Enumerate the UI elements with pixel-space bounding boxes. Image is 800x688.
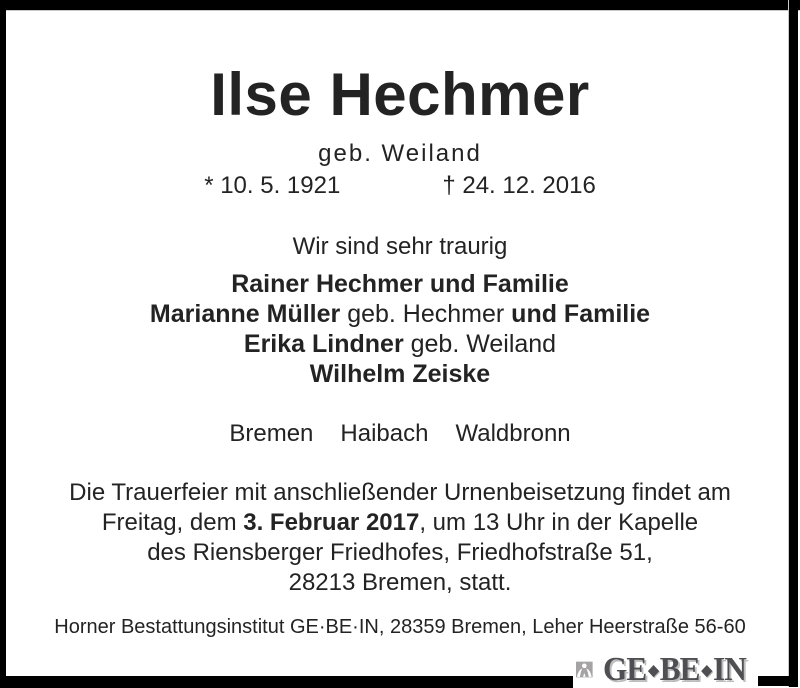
logo-text-part: GE [602, 651, 646, 688]
places-line [6, 419, 794, 449]
gebein-logo-text [603, 653, 746, 686]
mourner-figure-icon [576, 653, 593, 686]
mourner-line: Erika Lindner geb. Weiland [243, 330, 557, 358]
ceremony-line: Die Trauerfeier mit anschließender Urnenbeisetzung findet am [69, 479, 731, 506]
ceremony-line: 28213 Bremen, statt. [288, 569, 512, 596]
frame-border-top [0, 0, 800, 10]
place-name: Haibach [340, 420, 429, 447]
logo-diamond-separator: ◆ [647, 663, 658, 679]
mourner-line: Rainer Hechmer und Familie [231, 270, 569, 298]
mourner-line: Marianne Müller geb. Hechmer und Familie [149, 300, 651, 328]
mourners-list [6, 269, 794, 389]
frame-border-bottom-left [0, 676, 573, 688]
birth-date: * 10. 5. 1921 [204, 172, 341, 199]
maiden-name: geb. Weiland [318, 140, 482, 167]
funeral-home-line: Horner Bestattungsinstitut GE·BE·IN, 28359 Bremen, Leher Heerstraße 56-60 [54, 616, 746, 638]
frame-border-bottom-right [757, 676, 798, 686]
logo-diamond-separator: ◆ [701, 663, 711, 679]
ceremony-text [6, 478, 794, 598]
logo-text-part: IN [712, 651, 746, 688]
deceased-name: Ilse Hechmer [210, 61, 590, 128]
place-name: Waldbronn [455, 420, 571, 447]
logo-text-part: BE [659, 651, 700, 688]
ceremony-line: Freitag, dem 3. Februar 2017, um 13 Uhr in der Kapelle [101, 509, 699, 536]
death-date: † 24. 12. 2016 [442, 172, 596, 199]
mourner-line: Wilhelm Zeiske [309, 360, 491, 388]
life-dates [6, 172, 794, 200]
gebein-logo [576, 648, 758, 688]
place-name: Bremen [229, 420, 314, 447]
condolence-intro: Wir sind sehr traurig [292, 233, 508, 260]
ceremony-line: des Riensberger Friedhofes, Friedhofstraße 51, [147, 539, 653, 566]
